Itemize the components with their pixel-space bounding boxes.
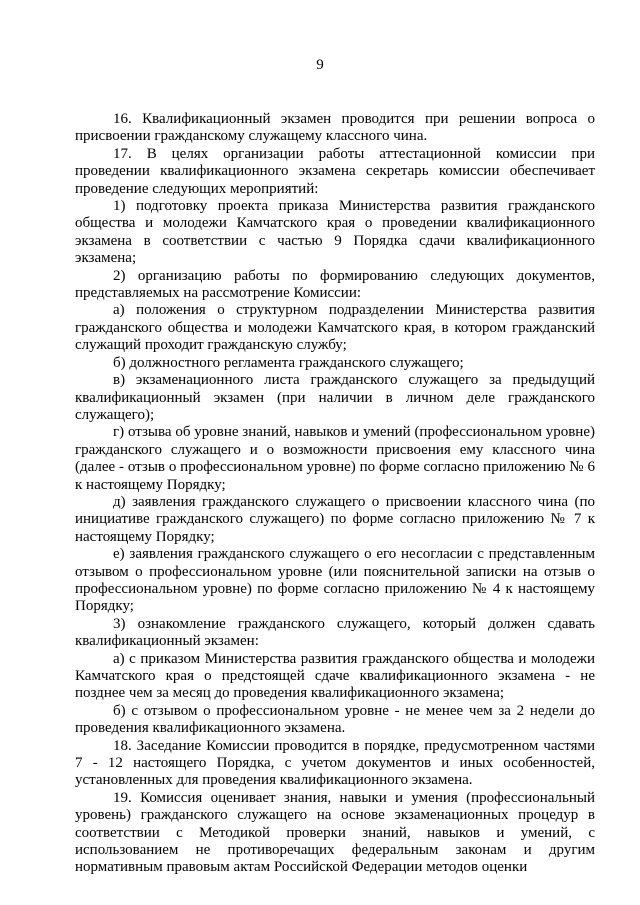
paragraph-16: 16. Квалификационный экзамен проводится при решении вопроса о присвоении гражданскому служащему классного чина. [75, 111, 595, 145]
document-body [75, 111, 595, 877]
paragraph-17-item-2g: г) отзыва об уровне знаний, навыков и умений (профессиональном уровне) гражданского служащего и о возможности присвоения ему классного чина (далее - отзыв о профессиональном уровне) по форме согласно приложению № 6 к настоящему Порядку; [75, 424, 595, 493]
paragraph-17-item-2: 2) организацию работы по формированию следующих документов, представляемых на рассмотрение Комиссии: [75, 267, 595, 302]
paragraph-17-item-3b: б) с отзывом о профессиональном уровне - не менее чем за 2 недели до проведения квалификационного экзамена. [75, 702, 595, 737]
paragraph-19: 19. Комиссия оценивает знания, навыки и умения (профессиональный уровень) гражданского служащего на основе экзаменационных процедур в соответствии с Методикой проверки знаний, навыков и умений, с использованием не противоречащих федеральным законам и другим нормативным правовым актам Российской Федерации методов оценки [75, 789, 595, 876]
paragraph-17-item-2a: а) положения о структурном подразделении Министерства развития гражданского общества и молодежи Камчатского края, в котором гражданский служащий проходит гражданскую службу; [75, 302, 595, 354]
paragraph-17-item-3: 3) ознакомление гражданского служащего, который должен сдавать квалификационный экзамен: [75, 615, 595, 650]
paragraph-18: 18. Заседание Комиссии проводится в порядке, предусмотренном частями 7 - 12 настоящего Порядка, с учетом документов и иных особенностей, установленных для проведения квалификационного экзамена. [75, 737, 595, 789]
paragraph-17-item-2b: б) должностного регламента гражданского служащего; [113, 354, 464, 371]
paragraph-17-item-2v: в) экзаменационного листа гражданского служащего за предыдущий квалификационный экзамен (при наличии в личном деле гражданского служащего); [75, 372, 595, 423]
page-number: 9 [316, 57, 324, 73]
paragraph-17-item-1: 1) подготовку проекта приказа Министерства развития гражданского общества и молодежи Камчатского края о проведении квалификационного экзамена в соответствии с частью 9 Порядка сдачи квалификационного экзамена; [75, 198, 595, 267]
paragraph-17-item-2e: е) заявления гражданского служащего о его несогласии с представленным отзывом о профессиональном уровне (или пояснительной записки на отзыв о профессиональном уровне) по форме согласно приложению № 4 к настоящему Порядку; [75, 546, 595, 615]
paragraph-17: 17. В целях организации работы аттестационной комиссии при проведении квалификационного экзамена секретарь комиссии обеспечивает проведение следующих мероприятий: [75, 145, 595, 197]
paragraph-17-item-3a: а) с приказом Министерства развития гражданского общества и молодежи Камчатского края о предстоящей сдаче квалификационного экзамена - не позднее чем за месяц до проведения квалификационного экзамена; [75, 650, 595, 702]
paragraph-17-item-2d: д) заявления гражданского служащего о присвоении классного чина (по инициативе гражданского служащего) по форме согласно приложению № 7 к настоящему Порядку; [75, 493, 595, 545]
